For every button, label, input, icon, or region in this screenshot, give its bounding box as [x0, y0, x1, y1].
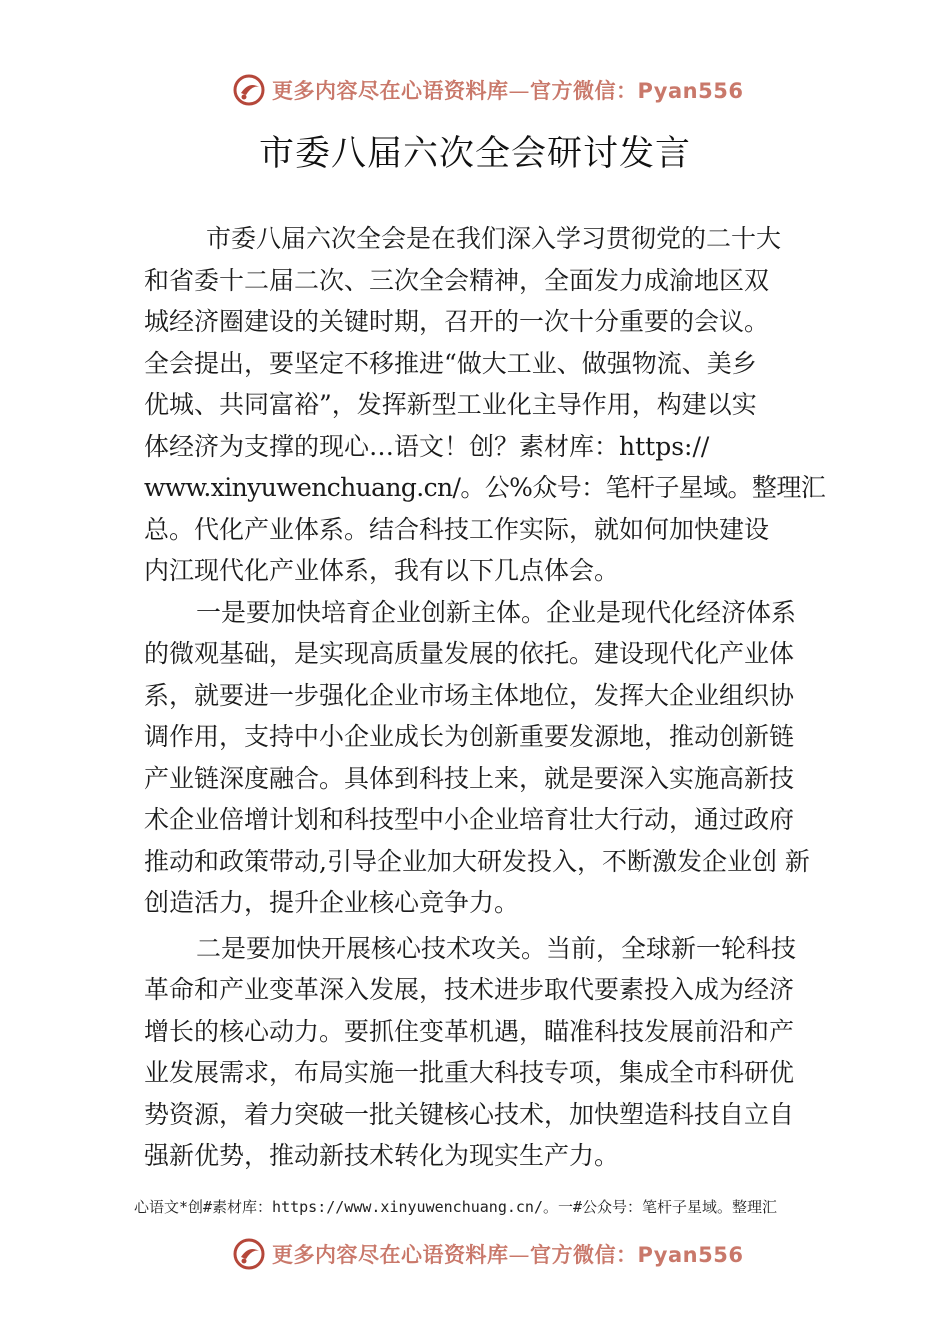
paragraph-2 — [144, 592, 812, 924]
text-line: 强新优势，推动新技术转化为现实生产力。 — [144, 1141, 620, 1170]
banner-text: 更多内容尽在心语资料库—官方微信：Pyan556 — [272, 1243, 744, 1267]
text-line: 系，就要进一步强化企业市场主体地位，发挥大企业组织协 — [144, 680, 795, 710]
text-line: 市委八届六次全会是在我们深入学习贯彻党的二十大 — [206, 224, 782, 253]
text-line: 优城、共同富裕”，发挥新型工业化主导作用，构建以实 — [144, 390, 757, 419]
text-line: 术企业倍增计划和科技型中小企业培育壮大行动，通过政府 — [144, 805, 795, 834]
paragraph-3 — [144, 928, 812, 1177]
header-banner — [0, 70, 950, 110]
text-line: 增长的核心动力。要抓住变革机遇，瞄准科技发展前沿和产 — [144, 1016, 795, 1046]
text-line: 和省委十二届二次、三次全会精神，全面发力成渝地区双 — [144, 265, 770, 295]
page-title: 市委八届六次全会研讨发言 — [258, 134, 691, 174]
text-line: 总。代化产业体系。结合科技工作实际，就如何加快建设 — [144, 514, 770, 544]
logo-icon — [232, 1237, 266, 1271]
logo-icon — [232, 73, 266, 107]
text-line: 的微观基础，是实现高质量发展的依托。建设现代化产业体 — [144, 639, 795, 668]
text-line: 势资源，着力突破一批关键核心技术，加快塑造科技自立自 — [144, 1099, 795, 1129]
banner-text: 更多内容尽在心语资料库—官方微信：Pyan556 — [272, 79, 744, 103]
text-line: 业发展需求，布局实施一批重大科技专项，集成全市科研优 — [144, 1058, 795, 1087]
text-line: 体经济为支撑的现心…语文！创？素材库：https:// — [144, 431, 710, 461]
text-line: www.xinyuwenchuang.cn/。公%众号：笔杆子星域。整理汇 — [144, 473, 826, 502]
paragraph-1 — [144, 218, 826, 592]
text-line: 内江现代化产业体系，我有以下几点体会。 — [144, 556, 620, 585]
text-line: 二是要加快开展核心技术攻关。当前，全球新一轮科技 — [196, 933, 797, 963]
text-line: 全会提出，要坚定不移推进“做大工业、做强物流、美乡 — [144, 348, 757, 378]
text-line: 革命和产业变革深入发展，技术进步取代要素投入成为经济 — [144, 975, 795, 1004]
text-line: 城经济圈建设的关键时期，召开的一次十分重要的会议。 — [144, 307, 770, 336]
text-line: 产业链深度融合。具体到科技上来，就是要深入实施高新技 — [144, 763, 795, 793]
text-line: 推动和政策带动,引导企业加大研发投入，不断激发企业创 新 — [144, 846, 810, 876]
text-line: 调作用，支持中小企业成长为创新重要发源地，推动创新链 — [144, 722, 795, 751]
text-line: 创造活力，提升企业核心竞争力。 — [144, 888, 520, 917]
document-body — [144, 218, 826, 1177]
text-line: 一是要加快培育企业创新主体。企业是现代化经济体系 — [196, 597, 797, 627]
footer-note: 心语文*创#素材库：https://www.xinyuwenchuang.cn/。一#公众号：笔杆子星域。整理汇 — [134, 1198, 778, 1216]
footer-banner — [0, 1234, 950, 1274]
